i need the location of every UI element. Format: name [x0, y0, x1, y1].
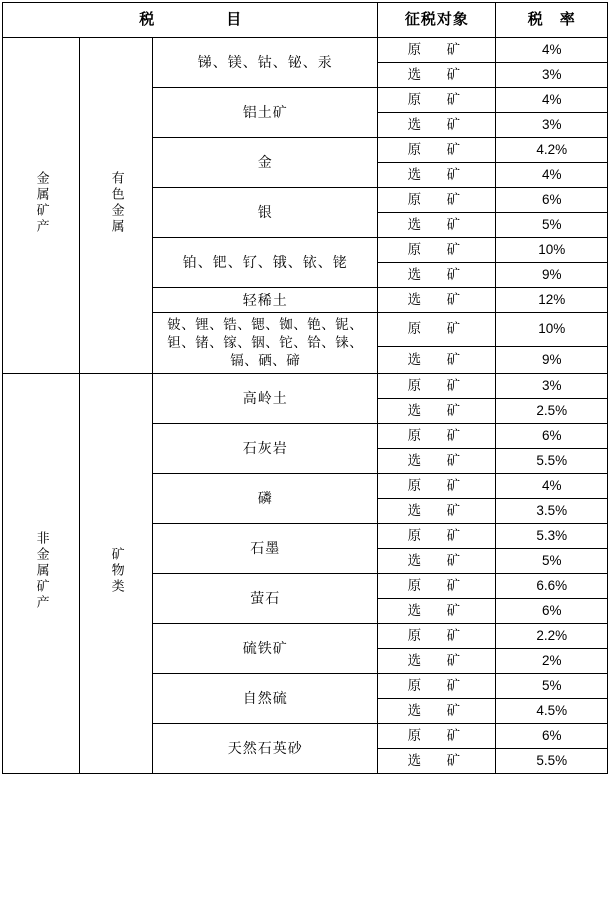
object-cell: 原 矿 — [378, 524, 496, 549]
rate-cell: 10% — [496, 238, 608, 263]
rate-cell: 2% — [496, 649, 608, 674]
rate-cell: 5% — [496, 674, 608, 699]
item-cell: 萤石 — [153, 574, 378, 624]
rate-cell: 2.5% — [496, 399, 608, 424]
item-cell: 铍、锂、锆、锶、铷、铯、铌、钽、锗、镓、铟、铊、铪、铼、镉、硒、碲 — [153, 313, 378, 374]
object-cell: 选 矿 — [378, 399, 496, 424]
object-cell: 选 矿 — [378, 499, 496, 524]
rate-cell: 3% — [496, 63, 608, 88]
object-cell: 原 矿 — [378, 724, 496, 749]
rate-cell: 9% — [496, 263, 608, 288]
object-cell: 原 矿 — [378, 88, 496, 113]
rate-cell: 4% — [496, 88, 608, 113]
object-cell: 原 矿 — [378, 374, 496, 399]
category-cell-nonmetal: 非金属矿产 — [3, 374, 80, 774]
rate-cell: 5% — [496, 549, 608, 574]
tax-rate-table — [2, 2, 608, 774]
item-cell: 磷 — [153, 474, 378, 524]
rate-cell: 3% — [496, 113, 608, 138]
item-cell: 铂、钯、钌、锇、铱、铑 — [153, 238, 378, 288]
object-cell: 原 矿 — [378, 674, 496, 699]
rate-cell: 6% — [496, 724, 608, 749]
object-cell: 原 矿 — [378, 38, 496, 63]
rate-cell: 4% — [496, 163, 608, 188]
item-cell: 石墨 — [153, 524, 378, 574]
category-cell-metal: 金属矿产 — [3, 38, 80, 374]
rate-cell: 4% — [496, 474, 608, 499]
rate-cell: 5.5% — [496, 749, 608, 774]
rate-cell: 6% — [496, 599, 608, 624]
rate-cell: 6.6% — [496, 574, 608, 599]
item-cell: 锑、镁、钴、铋、汞 — [153, 38, 378, 88]
item-cell: 天然石英砂 — [153, 724, 378, 774]
object-cell: 选 矿 — [378, 63, 496, 88]
rate-cell: 4% — [496, 38, 608, 63]
object-cell: 原 矿 — [378, 624, 496, 649]
object-cell: 选 矿 — [378, 113, 496, 138]
item-cell: 银 — [153, 188, 378, 238]
object-cell: 选 矿 — [378, 347, 496, 374]
rate-cell: 9% — [496, 347, 608, 374]
object-cell: 选 矿 — [378, 449, 496, 474]
item-cell: 高岭土 — [153, 374, 378, 424]
header-rate: 税 率 — [496, 3, 608, 38]
rate-cell: 5% — [496, 213, 608, 238]
table-header-row — [3, 3, 608, 38]
item-cell: 自然硫 — [153, 674, 378, 724]
object-cell: 选 矿 — [378, 163, 496, 188]
item-cell: 金 — [153, 138, 378, 188]
object-cell: 选 矿 — [378, 263, 496, 288]
rate-cell: 12% — [496, 288, 608, 313]
object-cell: 选 矿 — [378, 288, 496, 313]
header-object: 征税对象 — [378, 3, 496, 38]
rate-cell: 3% — [496, 374, 608, 399]
subgroup-cell-mineral: 矿物类 — [80, 374, 153, 774]
object-cell: 选 矿 — [378, 749, 496, 774]
header-category: 税 目 — [3, 3, 378, 38]
rate-cell: 3.5% — [496, 499, 608, 524]
item-cell: 铝土矿 — [153, 88, 378, 138]
object-cell: 原 矿 — [378, 474, 496, 499]
rate-cell: 5.3% — [496, 524, 608, 549]
object-cell: 原 矿 — [378, 313, 496, 347]
item-cell: 石灰岩 — [153, 424, 378, 474]
rate-cell: 6% — [496, 188, 608, 213]
object-cell: 选 矿 — [378, 213, 496, 238]
rate-cell: 5.5% — [496, 449, 608, 474]
object-cell: 选 矿 — [378, 549, 496, 574]
object-cell: 原 矿 — [378, 238, 496, 263]
table-row — [3, 38, 608, 63]
object-cell: 原 矿 — [378, 188, 496, 213]
subgroup-cell-nonferrous: 有色金属 — [80, 38, 153, 374]
object-cell: 原 矿 — [378, 424, 496, 449]
rate-cell: 10% — [496, 313, 608, 347]
object-cell: 选 矿 — [378, 599, 496, 624]
rate-cell: 2.2% — [496, 624, 608, 649]
rate-cell: 4.5% — [496, 699, 608, 724]
rate-cell: 6% — [496, 424, 608, 449]
item-cell: 轻稀土 — [153, 288, 378, 313]
item-cell: 硫铁矿 — [153, 624, 378, 674]
object-cell: 原 矿 — [378, 138, 496, 163]
table-row — [3, 374, 608, 399]
object-cell: 原 矿 — [378, 574, 496, 599]
object-cell: 选 矿 — [378, 699, 496, 724]
rate-cell: 4.2% — [496, 138, 608, 163]
object-cell: 选 矿 — [378, 649, 496, 674]
